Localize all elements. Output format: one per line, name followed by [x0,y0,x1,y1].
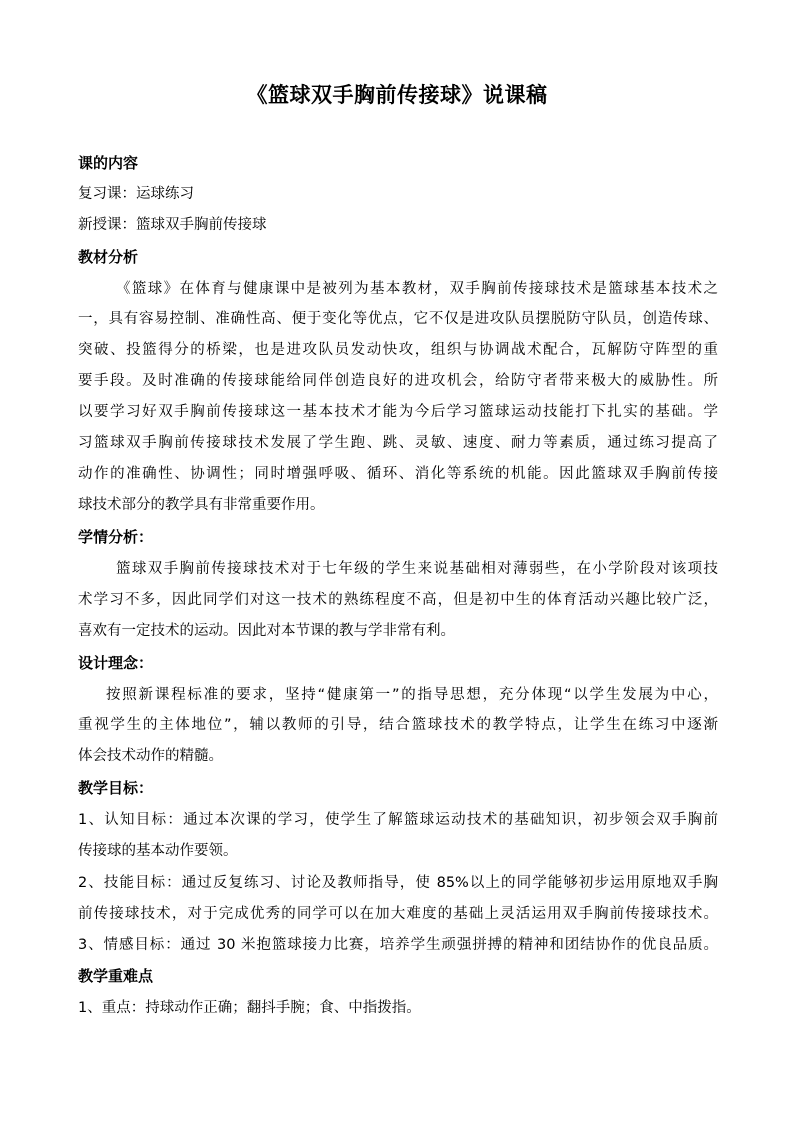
paragraph-line: 动作的准确性、协调性；同时增强呼吸、循环、消化等系统的机能。因此篮球双手胸前传接 [78,466,718,482]
paragraph-line: 新授课：篮球双手胸前传接球 [78,217,267,233]
page-title: 《篮球双手胸前传接球》说课稿 [246,83,548,107]
paragraph-line: 篮球双手胸前传接球技术对于七年级的学生来说基础相对薄弱些，在小学阶段对该项技 [116,561,718,577]
paragraph-line: 3、情感目标：通过 30 米抱篮球接力比赛，培养学生顽强拼搏的精神和团结协作的优良品质。 [78,937,718,953]
paragraph-line: 复习课：运球练习 [78,186,194,202]
paragraph-line: 2、技能目标：通过反复练习、讨论及教师指导，使 85%以上的同学能够初步运用原地双手胸 [78,875,718,891]
paragraph-line: 要手段。及时准确的传接球能给同伴创造良好的进攻机会，给防守者带来极大的威胁性。所 [78,373,718,389]
paragraph-line: 1、重点：持球动作正确；翻抖手腕；食、中指拨指。 [78,1000,421,1016]
section-heading-content: 课的内容 [78,154,139,172]
paragraph-line: 按照新课程标准的要求，坚持“健康第一”的指导思想，充分体现“以学生发展为中心， [106,687,718,703]
section-heading-keypoints: 教学重难点 [78,967,154,985]
paragraph-line: 喜欢有一定技术的运动。因此对本节课的教与学非常有利。 [78,623,455,639]
paragraph-line: 习篮球双手胸前传接球技术发展了学生跑、跳、灵敏、速度、耐力等素质，通过练习提高了 [78,435,718,451]
paragraph-line: 一，具有容易控制、准确性高、便于变化等优点，它不仅是进攻队员摆脱防守队员，创造传球、 [78,311,718,327]
paragraph-line: 传接球的基本动作要领。 [78,843,238,859]
paragraph-line: 前传接球技术，对于完成优秀的同学可以在加大难度的基础上灵活运用双手胸前传接球技术。 [78,906,718,922]
paragraph-line: 以要学习好双手胸前传接球这一基本技术才能为今后学习篮球运动技能打下扎实的基础。学 [78,404,718,420]
paragraph-line: 突破、投篮得分的桥梁，也是进攻队员发动快攻，组织与协调战术配合，瓦解防守阵型的重 [78,342,718,358]
section-heading-students: 学情分析： [78,528,154,546]
section-heading-design: 设计理念： [78,654,154,672]
section-heading-goals: 教学目标： [78,779,154,797]
section-heading-analysis: 教材分析 [78,248,139,266]
paragraph-line: 球技术部分的教学具有非常重要作用。 [78,497,325,513]
paragraph-line: 《篮球》在体育与健康课中是被列为基本教材，双手胸前传接球技术是篮球基本技术之 [116,281,718,297]
paragraph-line: 术学习不多，因此同学们对这一技术的熟练程度不高，但是初中生的体育活动兴趣比较广泛， [78,592,718,608]
paragraph-line: 重视学生的主体地位”，辅以教师的引导，结合篮球技术的教学特点，让学生在练习中逐渐 [78,717,718,733]
paragraph-line: 体会技术动作的精髓。 [78,748,223,764]
paragraph-line: 1、认知目标：通过本次课的学习，使学生了解篮球运动技术的基础知识，初步领会双手胸前 [78,812,718,828]
